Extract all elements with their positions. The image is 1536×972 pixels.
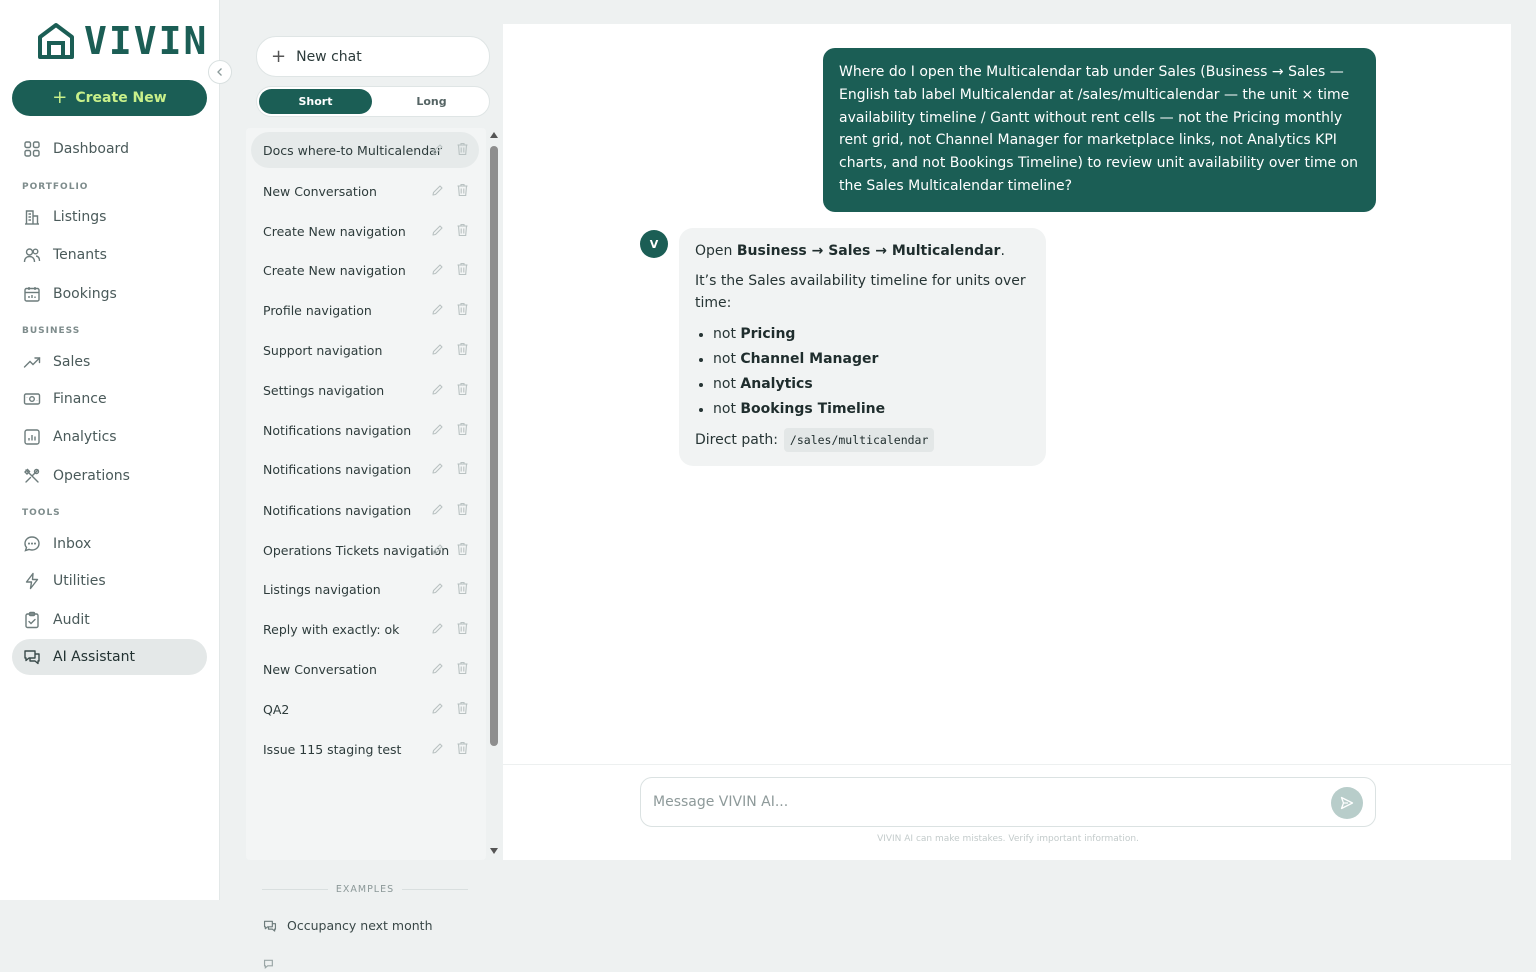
users-icon <box>23 246 41 264</box>
trash-icon[interactable] <box>456 502 469 516</box>
sidebar-item-label: Inbox <box>53 536 92 552</box>
sidebar-item-inbox[interactable] <box>12 526 207 562</box>
plus-icon: + <box>271 45 287 67</box>
trash-icon[interactable] <box>456 183 469 197</box>
section-label-portfolio: PORTFOLIO <box>22 182 89 192</box>
sidebar-item-analytics[interactable] <box>12 419 207 455</box>
conversation-item[interactable] <box>251 412 479 448</box>
conversation-item[interactable] <box>251 651 479 687</box>
conversation-item[interactable] <box>251 532 479 568</box>
sidebar-item-operations[interactable] <box>12 458 207 494</box>
section-label-tools: TOOLS <box>22 508 61 518</box>
conversation-item[interactable] <box>251 252 479 288</box>
bullet-icon <box>699 408 703 412</box>
pencil-icon[interactable] <box>431 622 444 635</box>
new-chat-button[interactable] <box>256 36 490 77</box>
scroll-down-arrow-icon[interactable] <box>490 848 498 854</box>
not-item: Channel Manager <box>740 351 879 367</box>
trash-icon[interactable] <box>456 741 469 755</box>
trash-icon[interactable] <box>456 382 469 396</box>
sidebar-item-label: Utilities <box>53 573 106 589</box>
conversation-item[interactable] <box>251 132 479 168</box>
sidebar-item-label: Dashboard <box>53 141 129 157</box>
pencil-icon[interactable] <box>431 582 444 595</box>
list-item <box>699 322 1030 347</box>
conversation-item[interactable] <box>251 691 479 727</box>
conversation-item[interactable] <box>251 571 479 607</box>
sidebar-item-ai-assistant[interactable] <box>12 639 207 675</box>
conversation-item[interactable] <box>251 611 479 647</box>
sidebar-item-label: Operations <box>53 468 130 484</box>
trash-icon[interactable] <box>456 262 469 276</box>
pencil-icon[interactable] <box>431 263 444 276</box>
send-icon <box>1340 796 1354 810</box>
conversation-item[interactable] <box>251 173 479 209</box>
conversation-title: Support navigation <box>263 342 383 358</box>
list-item <box>699 397 1030 422</box>
clipboard-check-icon <box>23 611 41 629</box>
assistant-open-line <box>695 240 1030 262</box>
list-item <box>699 347 1030 372</box>
open-suffix: . <box>1000 243 1005 259</box>
pencil-icon[interactable] <box>431 303 444 316</box>
length-toggle <box>256 86 490 117</box>
conversation-scrollbar[interactable] <box>490 132 498 858</box>
conversation-title: Issue 115 staging test <box>263 741 402 757</box>
pencil-icon[interactable] <box>431 224 444 237</box>
conversation-title: Notifications navigation <box>263 422 412 438</box>
trash-icon[interactable] <box>456 542 469 556</box>
conversation-title: Docs where-to Multicalendar <box>263 142 442 158</box>
create-new-button[interactable] <box>12 80 207 116</box>
sidebar-item-label: Bookings <box>53 286 117 302</box>
trash-icon[interactable] <box>456 422 469 436</box>
not-word: not <box>713 376 736 392</box>
conversation-title: Create New navigation <box>263 223 406 239</box>
sidebar <box>0 0 220 900</box>
brand-name: VIVIN <box>84 19 209 63</box>
direct-path-line <box>695 428 1030 452</box>
pencil-icon[interactable] <box>431 503 444 516</box>
conversation-title: Operations Tickets navigation <box>263 542 450 558</box>
building-icon <box>23 208 41 226</box>
example-label: Occupancy next month <box>287 918 433 933</box>
conversation-title: New Conversation <box>263 661 377 677</box>
collapse-sidebar-button[interactable] <box>208 60 232 84</box>
pencil-icon[interactable] <box>431 184 444 197</box>
conversation-item[interactable] <box>251 492 479 528</box>
disclaimer: VIVIN AI can make mistakes. Verify important information. <box>877 834 1139 844</box>
list-item <box>699 372 1030 397</box>
assistant-description: It’s the Sales availability timeline for units over time: <box>695 273 1026 311</box>
not-item: Pricing <box>740 326 796 342</box>
not-word: not <box>713 326 736 342</box>
sidebar-item-label: Tenants <box>53 247 107 263</box>
toggle-long[interactable]: Long <box>416 95 447 108</box>
grid-icon <box>23 140 41 158</box>
sidebar-item-label: Sales <box>53 354 91 370</box>
user-message: Where do I open the Multicalendar tab under Sales (Business → Sales — English tab label Multicalendar at /sales/multicalendar — the unit × time availability timeline / Gantt without rent cells — not the Pricing monthly rent grid, not Channel Manager for marketplace links, not Analytics KPI charts, and not Bookings Timeline) to review unit availability over time on the Sales Multicalendar timeline? <box>823 48 1376 212</box>
new-chat-label: New chat <box>296 48 362 65</box>
chevron-left-icon <box>215 67 225 77</box>
message-composer <box>640 777 1376 827</box>
assistant-avatar: V <box>640 230 668 258</box>
sidebar-item-audit[interactable] <box>12 602 207 638</box>
bullet-icon <box>699 358 703 362</box>
conversation-title: Profile navigation <box>263 302 372 318</box>
sidebar-item-label: Listings <box>53 209 107 225</box>
conversation-panel <box>246 24 500 933</box>
sidebar-item-sales[interactable] <box>12 344 207 380</box>
banknote-icon <box>23 390 41 408</box>
pencil-icon[interactable] <box>431 343 444 356</box>
chat-bubbles-icon <box>263 958 277 972</box>
trend-up-icon <box>23 353 41 371</box>
pencil-icon[interactable] <box>431 662 444 675</box>
not-word: not <box>713 351 736 367</box>
conversation-title: Create New navigation <box>263 262 406 278</box>
not-item: Analytics <box>740 376 813 392</box>
divider <box>262 889 328 890</box>
sidebar-item-listings[interactable] <box>12 199 207 235</box>
pencil-icon[interactable] <box>431 543 444 556</box>
trash-icon[interactable] <box>456 142 469 156</box>
conversation-item[interactable] <box>251 372 479 408</box>
not-list <box>699 322 1030 422</box>
message-circle-icon <box>23 535 41 553</box>
pencil-icon[interactable] <box>431 383 444 396</box>
trash-icon[interactable] <box>456 302 469 316</box>
trash-icon[interactable] <box>456 701 469 715</box>
conversation-title: New Conversation <box>263 183 377 199</box>
scroll-up-arrow-icon[interactable] <box>490 132 498 138</box>
sidebar-item-finance[interactable] <box>12 381 207 417</box>
open-path: Business → Sales → Multicalendar <box>736 243 1001 259</box>
conversation-item[interactable] <box>251 451 479 487</box>
conversation-item[interactable] <box>251 731 479 767</box>
send-button[interactable] <box>1331 787 1363 819</box>
conversation-title: Listings navigation <box>263 581 381 597</box>
pencil-icon[interactable] <box>431 462 444 475</box>
conversation-title: Notifications navigation <box>263 502 412 518</box>
conversation-title: QA2 <box>263 701 290 717</box>
examples-section <box>262 884 468 895</box>
trash-icon[interactable] <box>456 581 469 595</box>
sidebar-item-label: Analytics <box>53 429 117 445</box>
conversation-item[interactable] <box>251 292 479 328</box>
conversation-item[interactable] <box>251 213 479 249</box>
divider <box>402 889 468 890</box>
example-prompt[interactable] <box>263 918 433 933</box>
open-prefix: Open <box>695 243 737 259</box>
bullet-icon <box>699 383 703 387</box>
section-label-business: BUSINESS <box>22 326 81 336</box>
trash-icon[interactable] <box>456 342 469 356</box>
composer-divider <box>503 764 1511 765</box>
vivin-logo[interactable] <box>36 20 208 62</box>
pencil-icon[interactable] <box>431 742 444 755</box>
tools-icon <box>23 467 41 485</box>
create-new-label: Create New <box>75 90 167 106</box>
calendar-icon <box>23 285 41 303</box>
sidebar-item-tenants[interactable] <box>12 237 207 273</box>
trash-icon[interactable] <box>456 661 469 675</box>
message-input[interactable] <box>653 790 1313 814</box>
assistant-message <box>679 228 1046 466</box>
sidebar-item-utilities[interactable] <box>12 563 207 599</box>
trash-icon[interactable] <box>456 223 469 237</box>
conversation-title: Notifications navigation <box>263 461 412 477</box>
pencil-icon[interactable] <box>431 702 444 715</box>
chat-area <box>503 24 1511 860</box>
trash-icon[interactable] <box>456 621 469 635</box>
sidebar-item-bookings[interactable] <box>12 276 207 312</box>
bar-chart-icon <box>23 428 41 446</box>
direct-path-code[interactable]: /sales/multicalendar <box>784 428 934 452</box>
plus-icon: + <box>52 87 68 108</box>
conversation-item[interactable] <box>251 332 479 368</box>
pencil-icon[interactable] <box>431 423 444 436</box>
conversation-list <box>246 128 486 933</box>
scrollbar-thumb[interactable] <box>490 146 498 746</box>
not-item: Bookings Timeline <box>740 401 886 417</box>
trash-icon[interactable] <box>456 461 469 475</box>
conversation-title: Settings navigation <box>263 382 385 398</box>
house-logo-icon <box>36 21 76 61</box>
pencil-icon[interactable] <box>431 143 444 156</box>
not-word: not <box>713 401 736 417</box>
direct-path-label: Direct path: <box>695 432 778 448</box>
examples-label: EXAMPLES <box>335 884 395 895</box>
toggle-short[interactable]: Short <box>259 89 372 114</box>
sidebar-item-label: Finance <box>53 391 107 407</box>
chat-bubbles-icon <box>263 919 277 933</box>
lightning-icon <box>23 572 41 590</box>
sidebar-item-dashboard[interactable] <box>12 131 207 167</box>
conversation-title: Reply with exactly: ok <box>263 621 400 637</box>
sidebar-item-label: Audit <box>53 612 90 628</box>
bullet-icon <box>699 333 703 337</box>
sidebar-item-label: AI Assistant <box>53 649 135 665</box>
example-prompt-clipped <box>263 958 277 964</box>
chat-bubbles-icon <box>23 648 41 666</box>
